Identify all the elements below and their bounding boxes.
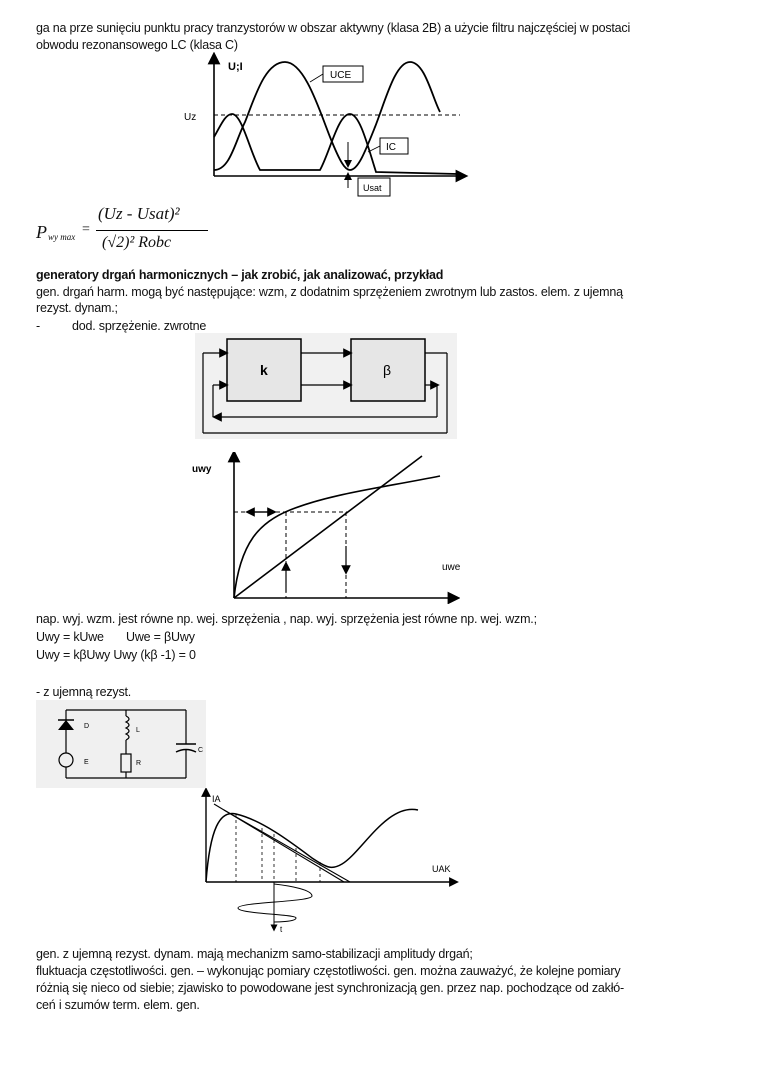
y-axis-label: IA [212, 794, 221, 804]
source-label: E [84, 759, 89, 766]
formula-denominator: (√2)² Robc [102, 234, 172, 251]
transfer-characteristic [190, 452, 460, 604]
intro-line-1: ga na prze sunięciu punktu pracy tranzystorów w obszar aktywny (klasa 2B) a użycie filtru najczęściej w postaci [36, 21, 631, 35]
iv-curve [206, 809, 418, 882]
formula-lhs-sub: wy max [48, 232, 76, 242]
block-k-label: k [260, 362, 268, 378]
formula-equals: = [82, 222, 90, 237]
formula-numerator: (Uz - Usat)² [98, 204, 180, 223]
x-axis-label: UAK [432, 864, 451, 874]
ic-curve [214, 114, 458, 174]
bullet-dash: - [36, 319, 40, 333]
intro-line-2: obwodu rezonansowego LC (klasa C) [36, 38, 238, 52]
formula-lhs: P [36, 222, 47, 242]
conclusion-line-2: fluktuacja częstotliwości. gen. – wykonując pomiary częstotliwości. gen. można zauważyć, że kolejne pomiary [36, 964, 621, 978]
resistor-symbol [121, 754, 131, 772]
negative-resistance-characteristic [192, 788, 462, 936]
resistor-label: R [136, 760, 142, 767]
time-label: t [280, 925, 283, 934]
section-heading: generatory drgań harmonicznych – jak zrobić, jak analizować, przykład [36, 268, 444, 282]
y-axis-label: U;I [228, 61, 243, 73]
equation-line-2b: Uwe = βUwy [126, 630, 195, 644]
load-line-2 [224, 810, 350, 882]
conclusion-line-4: ceń i szumów term. elem. gen. [36, 998, 200, 1012]
neg-res-heading: - z ujemną rezyst. [36, 685, 132, 699]
y-axis-label: uwy [192, 464, 212, 475]
bullet-text: dod. sprzężenie. zwrotne [72, 319, 207, 333]
time-waveform [238, 884, 312, 922]
conclusion-line-1: gen. z ujemną rezyst. dynam. mają mechanizm samo-stabilizacji amplitudy drgań; [36, 947, 473, 961]
power-formula [36, 204, 216, 264]
equation-line-2a: Uwy = kUwe [36, 630, 104, 644]
equation-line-1: nap. wyj. wzm. jest równe np. wej. sprzężenia , nap. wyj. sprzężenia jest równe np. wej. wzm.; [36, 612, 537, 626]
equation-line-3: Uwy = kβUwy Uwy (kβ -1) = 0 [36, 648, 196, 662]
waveform-figure [180, 52, 470, 204]
block-diagram [195, 333, 457, 439]
inductor-label: L [136, 727, 140, 734]
x-axis-label: uwe [442, 562, 460, 573]
fraction-bar [96, 230, 208, 231]
diode-label: D [84, 723, 90, 730]
section-line-1: gen. drgań harm. mogą być następujące: wzm, z dodatnim sprzężeniem zwrotnym lub zastos. elem. z ujemną [36, 285, 623, 299]
uce-label: UCE [330, 70, 352, 81]
usat-label: Usat [363, 183, 382, 193]
capacitor-label: C [198, 747, 204, 754]
amplifier-curve [234, 476, 440, 598]
section-line-2: rezyst. dynam.; [36, 301, 118, 315]
block-beta-label: β [383, 362, 392, 378]
ic-label: IC [386, 142, 396, 153]
conclusion-line-3: różnią się nieco od siebie; zjawisko to powodowane jest synchronizacją gen. przez nap. pochodzące od zakłó- [36, 981, 624, 995]
source-symbol [59, 753, 73, 767]
circuit-diagram [36, 700, 206, 788]
uz-label: Uz [184, 112, 197, 123]
